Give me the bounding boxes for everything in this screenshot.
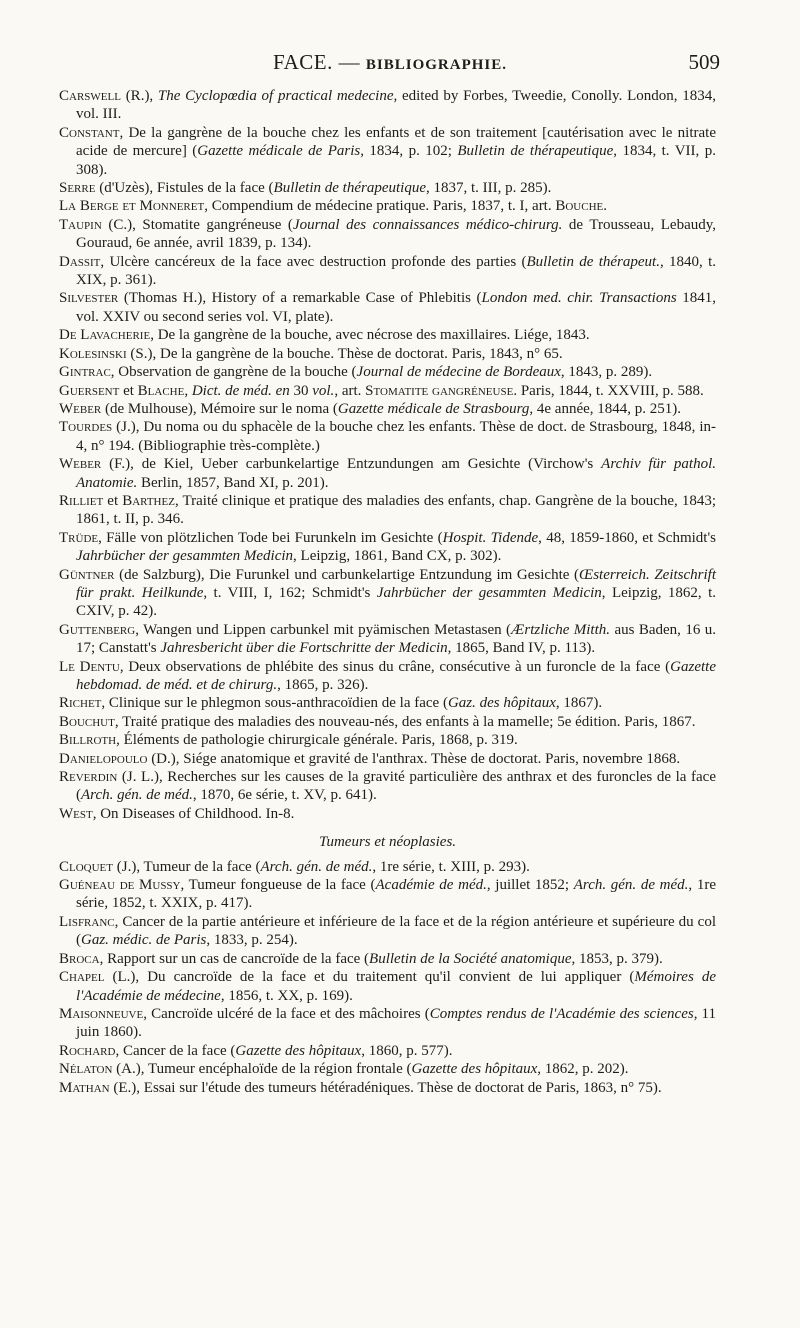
entry-text: , Cancroïde ulcéré de la face et des mâchoires ( bbox=[143, 1005, 430, 1022]
entry-text: , Wangen und Lippen carbunkel mit pyämischen Metastasen ( bbox=[135, 621, 512, 638]
bibliography-entry bbox=[59, 694, 716, 712]
author-name: Blache bbox=[137, 382, 185, 399]
entry-text: (de Salzburg), Die Furunkel und carbunkelartige Entzundung im Gesichte ( bbox=[114, 566, 580, 583]
author-name: Chapel bbox=[59, 969, 105, 986]
author-name: West bbox=[59, 805, 93, 822]
author-name: La Berge et Monneret bbox=[59, 198, 205, 215]
author-name: Kolesinski bbox=[59, 345, 127, 362]
italic-text: Bulletin de thérapeutique bbox=[457, 143, 614, 160]
bibliography-entry bbox=[59, 216, 716, 253]
bibliography-entry bbox=[59, 658, 716, 695]
bibliography-list-tumeurs bbox=[59, 858, 716, 1097]
entry-text: (D.), Siége anatomique et gravité de l'anthrax. Thèse de doctorat. Paris, novembre 1868. bbox=[147, 750, 681, 767]
page-number: 509 bbox=[688, 50, 720, 74]
entry-text: , Leipzig, 1862, t. CXIV, p. 42). bbox=[76, 584, 717, 620]
author-name: Stomatite gangréneuse bbox=[365, 382, 514, 399]
entry-text: (J.), Du noma ou du sphacèle de la bouche chez les enfants. Thèse de doct. de Strasbourg, 1848, in-4, n° 194. (Bibliographie très-complète.) bbox=[76, 419, 716, 454]
entry-text: , De la gangrène de la bouche chez les enfants et de son traitement [cautérisation avec le nitrate acide de mercure] ( bbox=[76, 124, 716, 160]
entry-text: , Clinique sur le phlegmon sous-anthracoïdien de la face ( bbox=[101, 695, 448, 712]
author-name: Silvester bbox=[59, 290, 119, 307]
entry-text: , 1853, p. 379). bbox=[571, 950, 663, 967]
italic-text: Jahrbücher der gesammten Medicin bbox=[376, 584, 602, 601]
italic-text: Gazette des hôpitaux bbox=[411, 1061, 538, 1078]
italic-text: Hospit. Tidende bbox=[442, 529, 539, 546]
italic-text: Gazette médicale de Paris bbox=[197, 143, 361, 160]
entry-text: , juillet 1852; bbox=[486, 877, 574, 894]
entry-text: (F.), de Kiel, Ueber carbunkelartige Entzundungen am Gesichte (Virchow's bbox=[101, 456, 602, 473]
italic-text: Académie de méd. bbox=[375, 877, 487, 894]
author-name: Cloquet bbox=[59, 858, 113, 875]
entry-text: et bbox=[119, 382, 138, 399]
author-name: Trüde bbox=[59, 529, 99, 546]
italic-text: Gazette hebdomad. de méd. et de chirurg. bbox=[76, 658, 716, 693]
bibliography-entry bbox=[59, 566, 716, 621]
author-name: Weber bbox=[59, 400, 102, 417]
italic-text: Dict. de méd. en bbox=[191, 382, 290, 399]
entry-text: , Traité pratique des maladies des nouveau-nés, des enfants à la mamelle; 5e édition. Paris, 1867. bbox=[114, 713, 696, 730]
entry-text: , Traité clinique et pratique des maladies des enfants, chap. Gangrène de la bouche, 1843; 1861, t. II, p. 346. bbox=[76, 492, 717, 528]
entry-text: , Éléments de pathologie chirurgicale générale. Paris, 1868, p. 319. bbox=[116, 732, 518, 749]
author-name: Carswell bbox=[59, 88, 121, 104]
bibliography-entry bbox=[59, 492, 716, 529]
entry-text: , 48, 1859-1860, et Schmidt's bbox=[538, 529, 716, 546]
author-name: Rochard bbox=[59, 1042, 116, 1059]
entry-text: et bbox=[103, 492, 123, 509]
entry-text: edited by Forbes, Tweedie, Conolly. London, 1834, vol. III. bbox=[76, 88, 716, 123]
bibliography-entry bbox=[59, 124, 716, 179]
section-title: Tumeurs et néoplasies. bbox=[318, 834, 457, 851]
italic-text: Arch. gén. de méd. bbox=[81, 787, 193, 804]
entry-text: (R.), bbox=[120, 88, 158, 104]
entry-text: , art. bbox=[334, 382, 366, 399]
italic-text: Jahresbericht über die Fortschritte der Medicin bbox=[160, 640, 448, 657]
entry-text: , 1856, t. XX, p. 169). bbox=[220, 987, 353, 1004]
author-name: Le Dentu bbox=[59, 658, 120, 675]
bibliography-entry bbox=[59, 289, 716, 326]
entry-text: (J.), Tumeur de la face ( bbox=[113, 858, 261, 875]
bibliography-entry bbox=[59, 621, 716, 658]
italic-text: Arch. gén. de méd. bbox=[573, 877, 689, 894]
entry-text: (de Mulhouse), Mémoire sur le noma ( bbox=[101, 400, 338, 417]
author-name: Guersent bbox=[59, 382, 120, 399]
entry-text: 1841, vol. XXIV ou second series vol. VI, plate). bbox=[76, 290, 716, 325]
entry-text: , Fälle von plötzlichen Tode bei Furunkeln im Gesichte ( bbox=[98, 529, 443, 546]
bibliography-entry bbox=[59, 1005, 716, 1042]
entry-text: , 1re série, 1852, t. XXIX, p. 417). bbox=[76, 877, 716, 912]
italic-text: Jahrbücher der gesammten Medicin bbox=[76, 548, 294, 565]
entry-text: , bbox=[184, 382, 192, 399]
italic-text: Gaz. médic. de Paris bbox=[81, 932, 207, 949]
italic-text: Ærtzliche Mitth. bbox=[511, 621, 611, 638]
author-name: Weber bbox=[59, 456, 102, 473]
entry-text: , t. VIII, I, 162; Schmidt's bbox=[203, 584, 377, 601]
author-name: Constant bbox=[59, 124, 120, 141]
entry-text: , 1840, t. XIX, p. 361). bbox=[76, 253, 716, 289]
author-name: Bouchut bbox=[59, 713, 115, 730]
entry-text: , 1834, t. VII, p. 308). bbox=[76, 143, 716, 178]
entry-text: , Leipzig, 1861, Band CX, p. 302). bbox=[293, 548, 502, 565]
entry-text: , Ulcère cancéreux de la face avec destruction profonde des parties ( bbox=[100, 253, 527, 270]
bibliography-entry bbox=[59, 382, 716, 400]
entry-text: , Cancer de la partie antérieure et inférieure de la face et de la région antérieure et supérieure du col ( bbox=[76, 913, 716, 949]
author-name: Maisonneuve bbox=[59, 1005, 144, 1022]
entry-text: (Thomas H.), History of a remarkable Case of Phlebitis ( bbox=[118, 290, 482, 307]
bibliography-entry bbox=[59, 731, 716, 749]
author-name: Nélaton bbox=[59, 1061, 113, 1078]
entry-text: , 1870, 6e série, t. XV, p. 641). bbox=[192, 787, 377, 804]
entry-text: , Observation de gangrène de la bouche ( bbox=[110, 364, 357, 381]
entry-text: , Tumeur fongueuse de la face ( bbox=[180, 877, 376, 894]
bibliography-entry bbox=[59, 876, 716, 913]
bibliography-entry bbox=[59, 950, 716, 968]
entry-text: , 1843, p. 289). bbox=[560, 364, 653, 381]
entry-text: , On Diseases of Childhood. In-8. bbox=[92, 805, 295, 822]
entry-text: , Cancer de la face ( bbox=[115, 1042, 236, 1059]
entry-text: (L.), Du cancroïde de la face et du traitement qu'il convient de lui appliquer ( bbox=[104, 969, 635, 986]
author-name: Danielopoulo bbox=[59, 750, 148, 767]
bibliography-entry bbox=[59, 87, 716, 124]
bibliography-entry bbox=[59, 1042, 716, 1060]
italic-text: London med. chir. Transactions bbox=[481, 290, 677, 307]
bibliography-entry bbox=[59, 750, 716, 768]
bibliography-entry bbox=[59, 1060, 716, 1078]
entry-text: (J. L.), Recherches sur les causes de la gravité particulière des anthrax et des furoncles de la face ( bbox=[76, 769, 716, 804]
author-name: Gintrac bbox=[59, 364, 111, 381]
entry-text: . Paris, 1844, t. XXVIII, p. 588. bbox=[513, 382, 704, 399]
bibliography-entry bbox=[59, 197, 716, 215]
entry-text: , 4e année, 1844, p. 251). bbox=[529, 400, 682, 417]
bibliography-entry bbox=[59, 363, 716, 381]
entry-text: (A.), Tumeur encéphaloïde de la région frontale ( bbox=[112, 1061, 412, 1078]
entry-text: , Deux observations de phlébite des sinus du crâne, consécutive à un furoncle de la face ( bbox=[119, 658, 671, 675]
entry-text: , 1860, p. 577). bbox=[361, 1042, 453, 1059]
bibliography-entry bbox=[59, 913, 716, 950]
bibliography-entry bbox=[59, 713, 716, 731]
bibliography-entry bbox=[59, 968, 716, 1005]
italic-text: Bulletin de la Société anatomique bbox=[369, 950, 572, 967]
entry-text: , 1re série, t. XIII, p. 293). bbox=[372, 858, 530, 875]
entry-text: , 1862, p. 202). bbox=[537, 1061, 629, 1078]
italic-text: Journal des connaissances médico-chirurg. bbox=[292, 216, 563, 233]
title-sub: BIBLIOGRAPHIE. bbox=[365, 57, 507, 73]
bibliography-list bbox=[59, 87, 716, 823]
bibliography-entry bbox=[59, 529, 716, 566]
author-name: Tourdes bbox=[59, 419, 113, 436]
entry-text: , 1834, p. 102; bbox=[360, 143, 458, 160]
italic-text: Arch. gén. de méd. bbox=[260, 858, 373, 875]
italic-text: Œsterreich. Zeitschrift für prakt. Heilkunde bbox=[76, 566, 716, 601]
bibliography-entry bbox=[59, 768, 716, 805]
author-name: Dassit bbox=[59, 253, 101, 270]
author-name: Guttenberg bbox=[59, 621, 136, 638]
bibliography-entry bbox=[59, 253, 716, 290]
author-name: Lisfranc bbox=[59, 913, 115, 930]
entry-text: 30 bbox=[289, 382, 313, 399]
italic-text: Comptes rendus de l'Académie des sciences bbox=[429, 1005, 694, 1022]
author-name: Rilliet bbox=[59, 492, 104, 509]
bibliography-entry bbox=[59, 418, 716, 455]
bibliography-entry bbox=[59, 805, 716, 823]
entry-text: Berlin, 1857, Band XI, p. 201). bbox=[137, 474, 329, 491]
bibliography-entry bbox=[59, 455, 716, 492]
entry-text: aus Baden, 16 u. 17; Canstatt's bbox=[76, 621, 717, 657]
bibliography-entry bbox=[59, 326, 716, 344]
title-separator: — bbox=[332, 50, 366, 74]
entry-text: , 1865, Band IV, p. 113). bbox=[447, 640, 596, 657]
entry-text: , 1837, t. III, p. 285). bbox=[426, 180, 552, 197]
entry-text: , 1833, p. 254). bbox=[206, 932, 298, 949]
entry-text: (d'Uzès), Fistules de la face ( bbox=[95, 180, 274, 197]
entry-text: . bbox=[603, 198, 608, 215]
italic-text: Gazette médicale de Strasbourg bbox=[337, 400, 530, 417]
author-name: Guéneau de Mussy bbox=[59, 877, 181, 894]
author-name: Barthez bbox=[122, 492, 175, 509]
entry-text: (C.), Stomatite gangréneuse ( bbox=[101, 216, 293, 233]
author-name: Billroth bbox=[59, 732, 117, 749]
author-name: Bouche bbox=[555, 198, 604, 215]
author-name: Taupin bbox=[59, 216, 102, 233]
author-name: Serre bbox=[59, 180, 96, 197]
italic-text: vol. bbox=[312, 382, 335, 399]
italic-text: Mémoires de l'Académie de médecine bbox=[76, 969, 716, 1004]
bibliography-entry bbox=[59, 858, 716, 876]
italic-text: Gazette des hôpitaux bbox=[235, 1042, 362, 1059]
italic-text: Bulletin de thérapeut. bbox=[526, 253, 660, 270]
running-header bbox=[60, 50, 720, 84]
italic-text: The Cyclopœdia of practical medecine, bbox=[157, 88, 398, 104]
author-name: De Lavacherie bbox=[59, 327, 151, 344]
author-name: Reverdin bbox=[59, 769, 118, 786]
entry-text: (S.), De la gangrène de la bouche. Thèse de doctorat. Paris, 1843, n° 65. bbox=[126, 345, 563, 362]
entry-text: , Compendium de médecine pratique. Paris, 1837, t. I, art. bbox=[204, 198, 556, 215]
entry-text: de Trousseau, Lebaudy, Gouraud, 6e année, avril 1839, p. 134). bbox=[76, 216, 716, 252]
bibliography-entry bbox=[59, 345, 716, 363]
bibliography-entry bbox=[59, 400, 716, 418]
bibliography-entry bbox=[59, 1079, 716, 1097]
entry-text: , 1867). bbox=[555, 695, 603, 712]
bibliography-body bbox=[59, 87, 716, 1097]
author-name: Mathan bbox=[59, 1079, 110, 1096]
title-main: FACE. bbox=[273, 50, 333, 74]
italic-text: Archiv für pathol. Anatomie. bbox=[76, 456, 716, 491]
page-title bbox=[60, 50, 720, 75]
italic-text: Gaz. des hôpitaux bbox=[447, 695, 556, 712]
author-name: Richet bbox=[59, 695, 102, 712]
entry-text: , Rapport sur un cas de cancroïde de la face ( bbox=[99, 950, 370, 967]
entry-text: , 11 juin 1860). bbox=[76, 1005, 716, 1041]
bibliography-entry bbox=[59, 179, 716, 197]
entry-text: , 1865, p. 326). bbox=[277, 677, 369, 693]
italic-text: Bulletin de thérapeutique bbox=[273, 180, 426, 197]
entry-text: , De la gangrène de la bouche, avec nécrose des maxillaires. Liége, 1843. bbox=[150, 327, 590, 344]
author-name: Broca bbox=[59, 950, 100, 967]
entry-text: (E.), Essai sur l'étude des tumeurs hétéradéniques. Thèse de doctorat de Paris, 1863, n° 75). bbox=[109, 1079, 662, 1096]
author-name: Güntner bbox=[59, 566, 115, 583]
italic-text: Journal de médecine de Bordeaux bbox=[356, 364, 561, 381]
